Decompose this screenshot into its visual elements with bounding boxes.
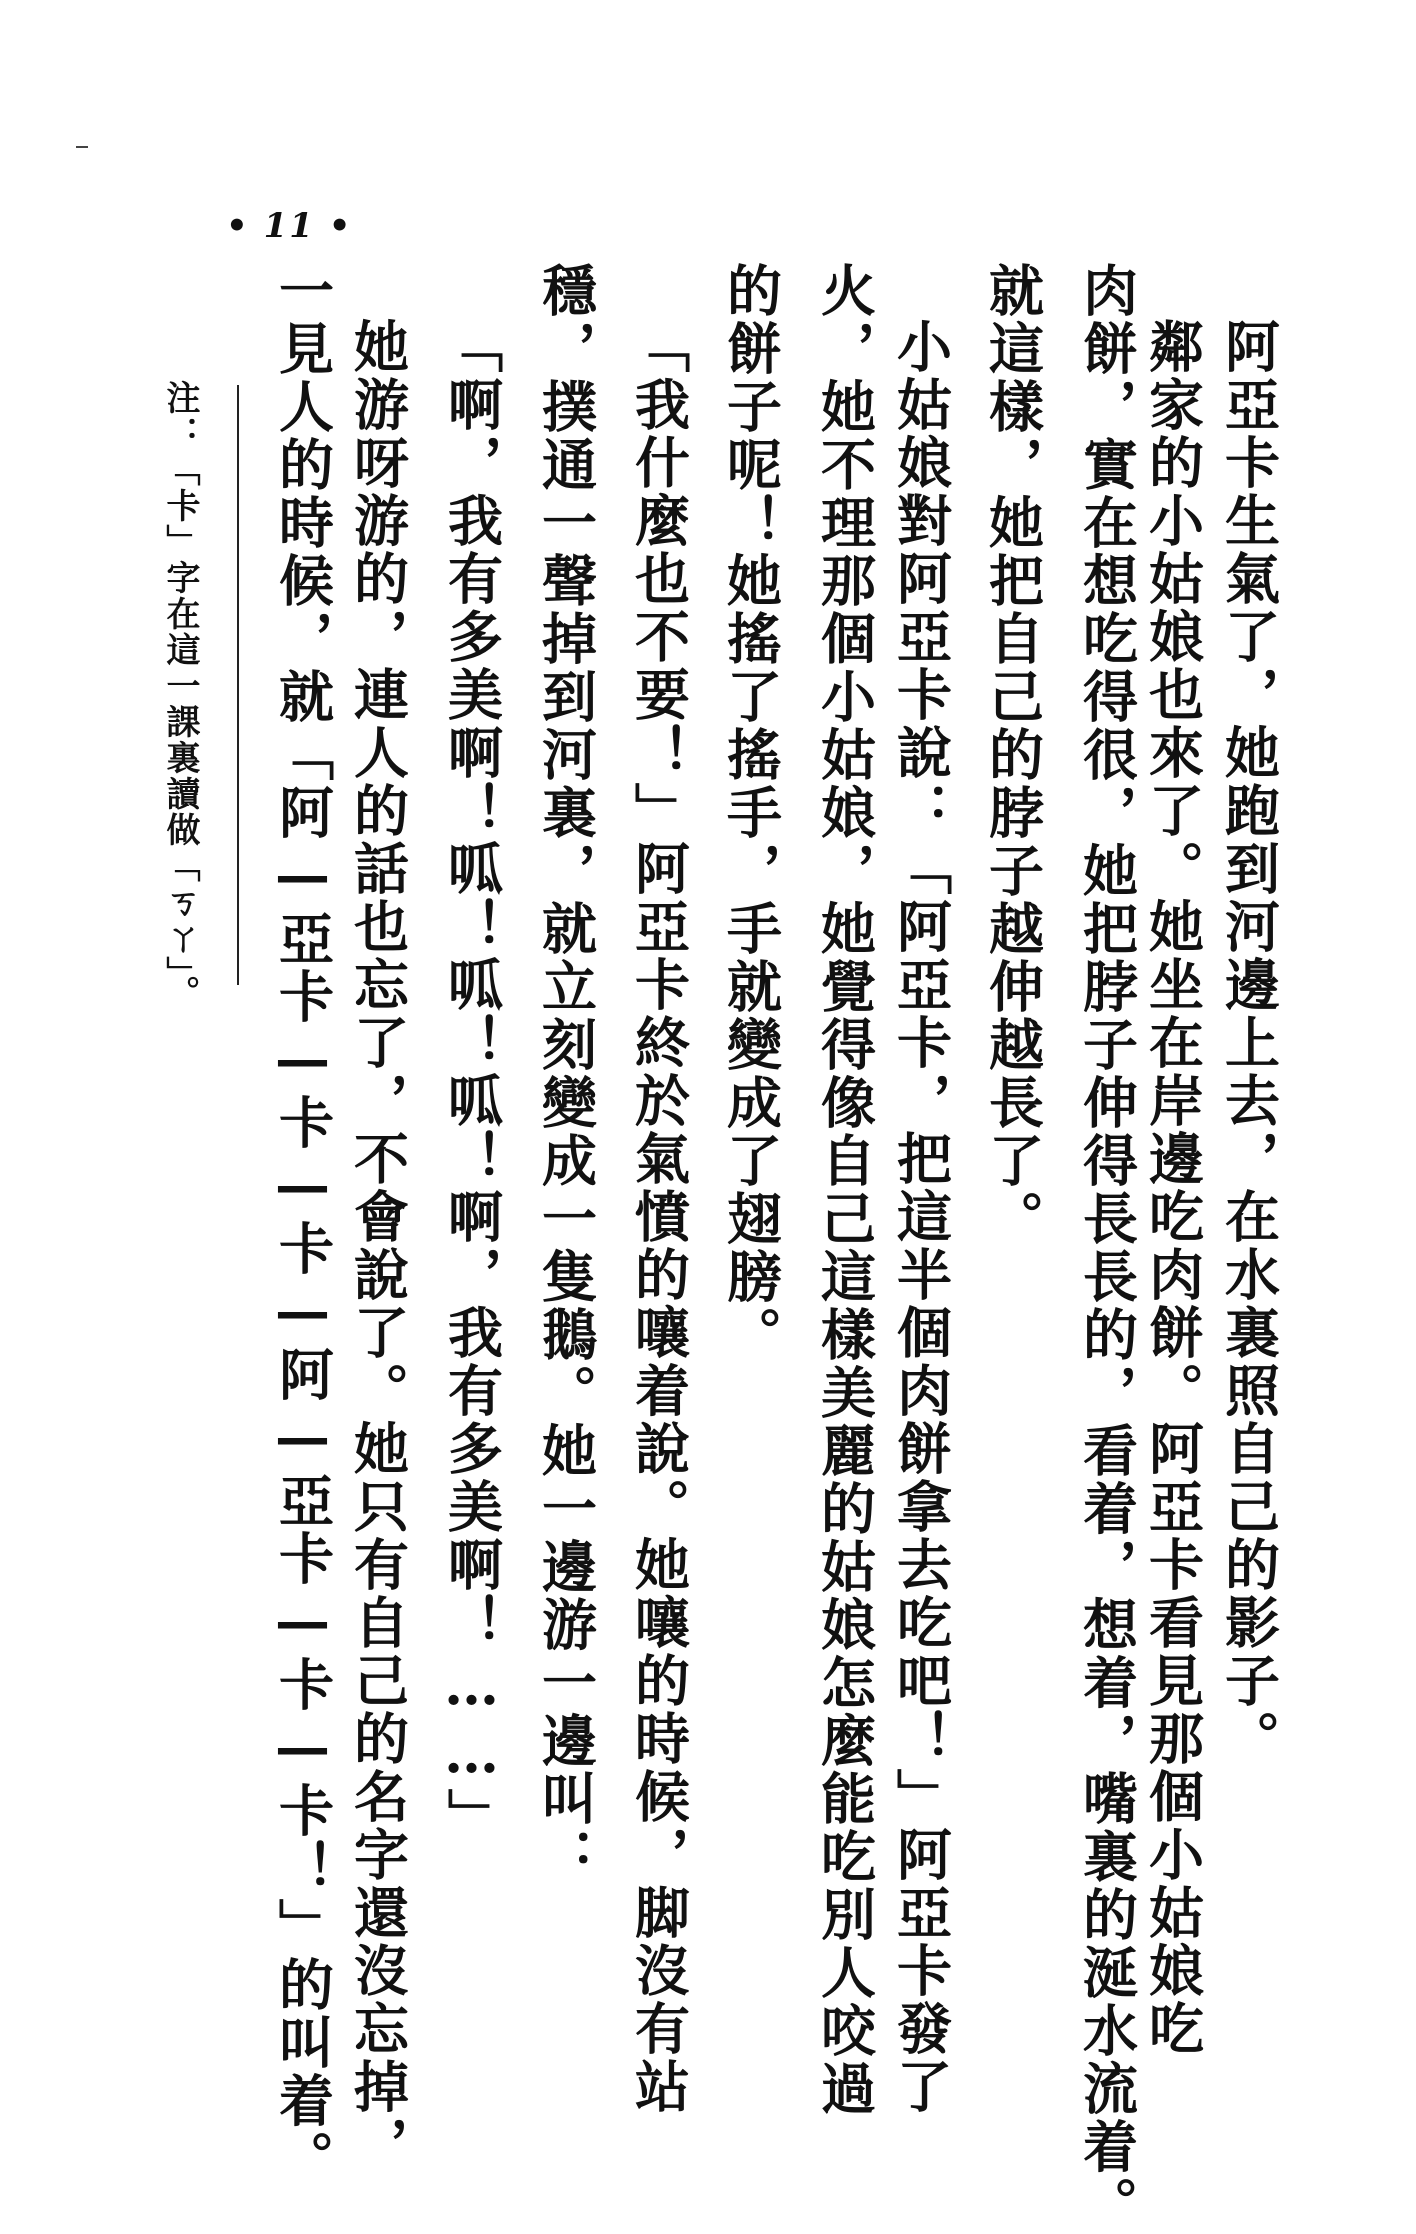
- text-column-4: 就這樣，她把自己的脖子越伸越長了。: [980, 262, 1045, 1248]
- text-column-10: 「啊，我有多美啊！呱！呱！呱！啊，我有多美啊！……」: [439, 318, 504, 1846]
- text-column-12: 一見人的時候，就「阿—亞卡—卡—卡—阿—亞卡—卡—卡！」的叫着。: [270, 262, 335, 2188]
- text-column-5: 小姑娘對阿亞卡說：「阿亞卡，把這半個肉餅拿去吃吧！」阿亞卡發了: [888, 318, 953, 2116]
- footnote-divider: [237, 385, 239, 985]
- text-column-11: 她游呀游的，連人的話也忘了，不會說了。她只有自己的名字還沒忘掉，: [345, 318, 410, 2174]
- page-number: • 11 •: [226, 206, 353, 246]
- text-column-7: 的餅子呢！她搖了搖手，手就變成了翅膀。: [718, 262, 783, 1364]
- text-column-8: 「我什麼也不要！」阿亞卡終於氣憤的嚷着說。她嚷的時候，脚沒有站: [626, 318, 691, 2116]
- text-column-2: 鄰家的小姑娘也來了。她坐在岸邊吃肉餅。阿亞卡看見那個小姑娘吃: [1140, 318, 1205, 2058]
- footnote: 注：「卡」字在這一課裏讀做「ㄎㄚ」。: [160, 380, 200, 1011]
- stray-ink-mark: [76, 146, 88, 148]
- text-column-1: 阿亞卡生氣了，她跑到河邊上去，在水裏照自己的影子。: [1216, 318, 1281, 1768]
- text-column-6: 火，她不理那個小姑娘，她覺得像自己這樣美麗的姑娘怎麼能吃別人咬過: [812, 262, 877, 2118]
- text-column-3: 肉餅，實在想吃得很，她把脖子伸得長長的，看着，想着，嘴裏的涎水流着。: [1074, 262, 1139, 2234]
- text-column-9: 穩，撲通一聲掉到河裏，就立刻變成一隻鵝。她一邊游一邊叫：: [533, 262, 598, 1886]
